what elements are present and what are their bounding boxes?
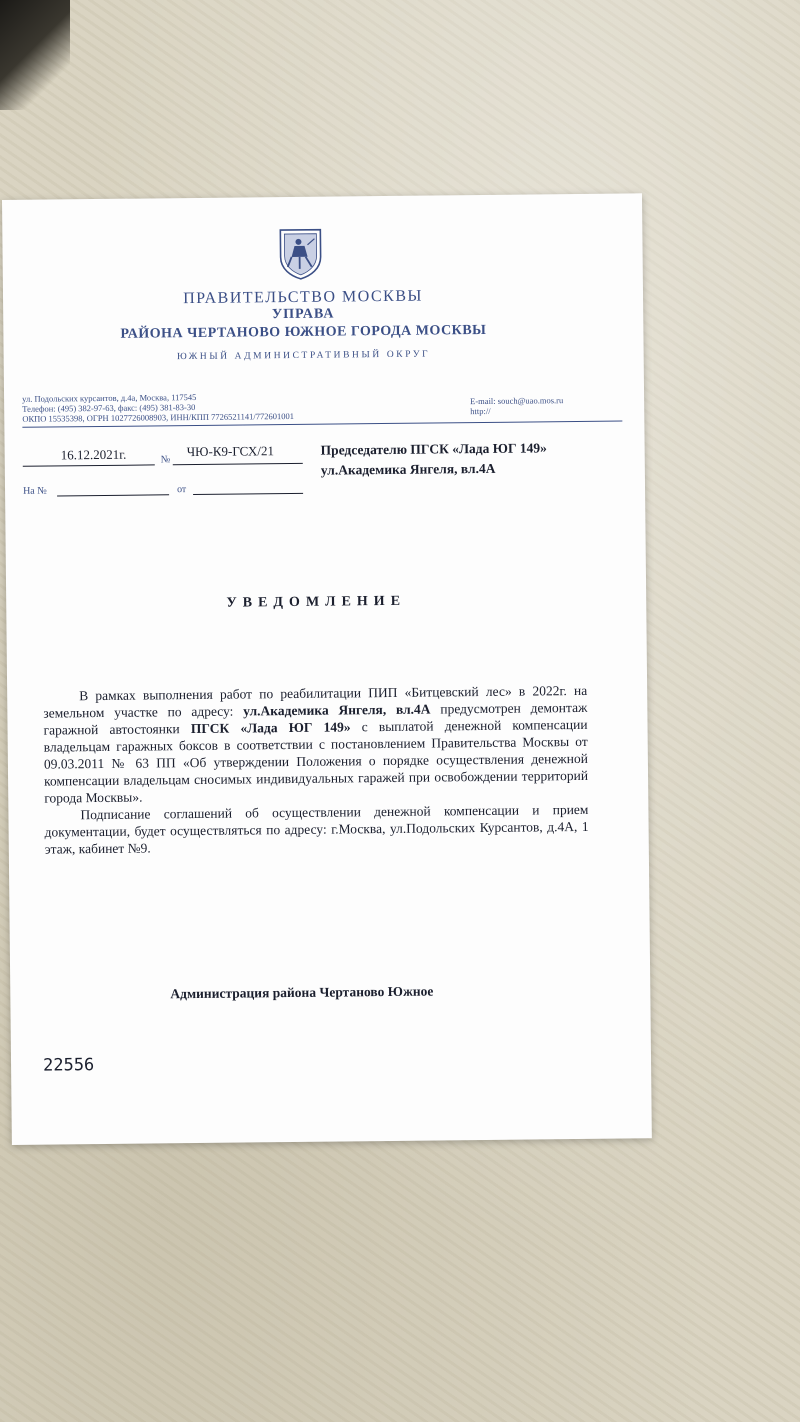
document-body [43, 682, 589, 858]
bold-pgsk: ПГСК «Лада ЮГ 149» [190, 719, 351, 737]
ot-underline [193, 493, 303, 495]
recipient-block [321, 438, 548, 480]
uprava-title: УПРАВА [271, 306, 335, 323]
email-line: E-mail: souch@uao.mos.ru [470, 395, 564, 407]
na-label: На № [22, 485, 47, 497]
okrug-title: ЮЖНЫЙ АДМИНИСТРАТИВНЫЙ ОКРУГ [176, 349, 431, 363]
body-paragraph-2: Подписание соглашений об осуществлении денежной компенсации и прием документации, будет осуществляться по адресу: г.Москва, ул.Подольских Курсантов, д.4А, 1 этаж, кабинет №9. [44, 801, 589, 857]
address-line: ул. Подольских курсантов, д.4а, Москва, 117545 [22, 391, 197, 404]
sender-address [22, 391, 294, 424]
body-paragraph-1 [43, 682, 588, 807]
body-text-span: с выплатой денежной компенсации владельцам гаражных боксов в соответствии с постановлением Правительства Москвы от 09.03.2011 № 63 ПП «Об утверждении Положения о порядке осуществления денежной компенсации владельцам сносимых индивидуальных гаражей при освобождении территорий города Москвы». [43, 716, 589, 806]
document-number-stamp: 22556 [42, 1055, 95, 1076]
document-title: УВЕДОМЛЕНИЕ [226, 593, 407, 611]
signature-line: Администрация района Чертаново Южное [170, 983, 434, 1002]
bold-address: ул.Академика Янгеля, вл.4А [243, 701, 431, 719]
requisites-line: ОКПО 15535398, ОГРН 1027726008903, ИНН/КПП 7726521141/772601001 [22, 410, 294, 424]
document-date: 16.12.2021г. [60, 446, 127, 463]
date-underline [23, 464, 155, 466]
recipient-line: Председателю ПГСК «Лада ЮГ 149» [320, 440, 547, 458]
document-sheet [2, 193, 652, 1145]
http-line: http:// [470, 405, 491, 417]
dark-corner [0, 0, 70, 110]
number-underline [173, 463, 303, 465]
government-title: ПРАВИТЕЛЬСТВО МОСКВЫ [183, 287, 424, 308]
contact-block [470, 395, 563, 416]
district-title: РАЙОНА ЧЕРТАНОВО ЮЖНОЕ ГОРОДА МОСКВЫ [120, 322, 487, 342]
number-sign: № [160, 454, 171, 466]
na-underline [57, 494, 169, 496]
document-number: ЧЮ-К9-ГСХ/21 [186, 443, 275, 460]
recipient-address: ул.Академика Янгеля, вл.4А [320, 460, 496, 478]
body-text-span: предусмотрен демонтаж гаражной автостоянки [43, 699, 588, 738]
phone-line: Телефон: (495) 382-97-63, факс: (495) 381-83-30 [22, 401, 196, 414]
moscow-coat-of-arms-icon [277, 227, 324, 281]
body-text-span: В рамках выполнения работ по реабилитации ПИП «Битцевский лес» в 2022г. на земельном участке по адресу: [43, 682, 588, 721]
ot-label: от [176, 484, 187, 496]
